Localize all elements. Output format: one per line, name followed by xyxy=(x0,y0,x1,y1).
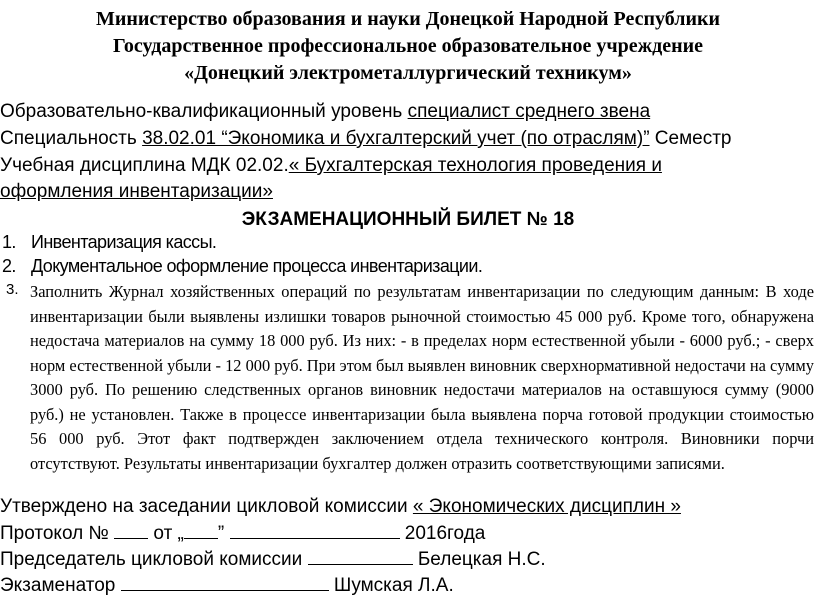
protocol-quote: ” xyxy=(217,523,230,544)
discipline-value-1: « Бухгалтерская технология проведения и xyxy=(288,155,662,176)
level-label: Образовательно-квалификационный уровень xyxy=(0,101,408,122)
approved-value: « Экономических дисциплин » xyxy=(412,496,681,517)
specialty-line xyxy=(0,128,732,150)
level-value: специалист среднего звена xyxy=(407,101,651,122)
discipline-value-2: оформления инвентаризации» xyxy=(0,181,273,202)
approved-label: Утверждено на заседании цикловой комиссии xyxy=(0,496,413,517)
discipline-line xyxy=(0,155,662,177)
discipline-line-2 xyxy=(0,181,273,203)
level-line xyxy=(0,101,650,123)
examiner-label: Экзаменатор xyxy=(0,575,121,596)
protocol-year: 2016года xyxy=(399,523,486,544)
discipline-label: Учебная дисциплина МДК 02.02. xyxy=(0,155,289,176)
institution-heading: Государственное профессиональное образовательное учреждение xyxy=(112,35,704,57)
ministry-heading: Министерство образования и науки Донецкой Народной Республики xyxy=(95,8,721,30)
examiner-line xyxy=(0,574,454,597)
ticket-title: ЭКЗАМЕНАЦИОННЫЙ БИЛЕТ № 18 xyxy=(241,209,575,230)
protocol-number-blank xyxy=(114,522,148,539)
specialty-value: 38.02.01 “Экономика и бухгалтерский учет (по отраслям)” xyxy=(142,128,650,149)
examiner-name: Шумская Л.А. xyxy=(328,575,454,596)
approved-line xyxy=(0,496,681,518)
examiner-signature-blank xyxy=(121,574,329,591)
question-2-text: Документальное оформление процесса инвентаризации. xyxy=(31,256,483,276)
chair-name: Белецкая Н.С. xyxy=(412,549,546,570)
chair-label: Председатель цикловой комиссии xyxy=(0,549,308,570)
specialty-label: Специальность xyxy=(0,128,143,149)
semester-label: Семестр xyxy=(649,128,732,149)
question-1-number: 1. xyxy=(2,232,16,252)
protocol-from: от „ xyxy=(148,523,184,544)
protocol-label: Протокол № xyxy=(0,523,115,544)
chair-line xyxy=(0,548,546,571)
protocol-month-blank xyxy=(230,522,400,539)
question-2-number: 2. xyxy=(2,256,16,276)
question-3-number: 3. xyxy=(6,281,19,298)
question-3-text: Заполнить Журнал хозяйственных операций по результатам инвентаризации по следующим данным: В ходе инвентаризации были выявлены излишки товаров рыночной стоимостью 45 000 руб. Кроме того, обнаружена недостача материалов на сумму 18 000 руб. Из них: - в пределах норм естественной убыли - 6000 руб.; - сверх норм естественной убыли - 12 000 руб. При этом был выявлен виновник сверхнормативной недостачи на сумму 3000 руб. По решению следственных органов виновник недостачи материалов на оставшуюся сумму (9000 руб.) не установлен. Также в процессе инвентаризации была выявлена порча готовой продукции стоимостью 56 000 руб. Этот факт подтвержден заключением отдела технического контроля. Виновники порчи отсутствуют. Результаты инвентаризации бухгалтер должен отразить соответствующими записями. xyxy=(30,282,814,473)
question-1-text: Инвентаризация кассы. xyxy=(31,232,217,252)
college-heading: «Донецкий электрометаллургический техникум» xyxy=(184,62,632,84)
chair-signature-blank xyxy=(308,548,413,565)
protocol-line xyxy=(0,522,485,545)
protocol-day-blank xyxy=(184,522,218,539)
